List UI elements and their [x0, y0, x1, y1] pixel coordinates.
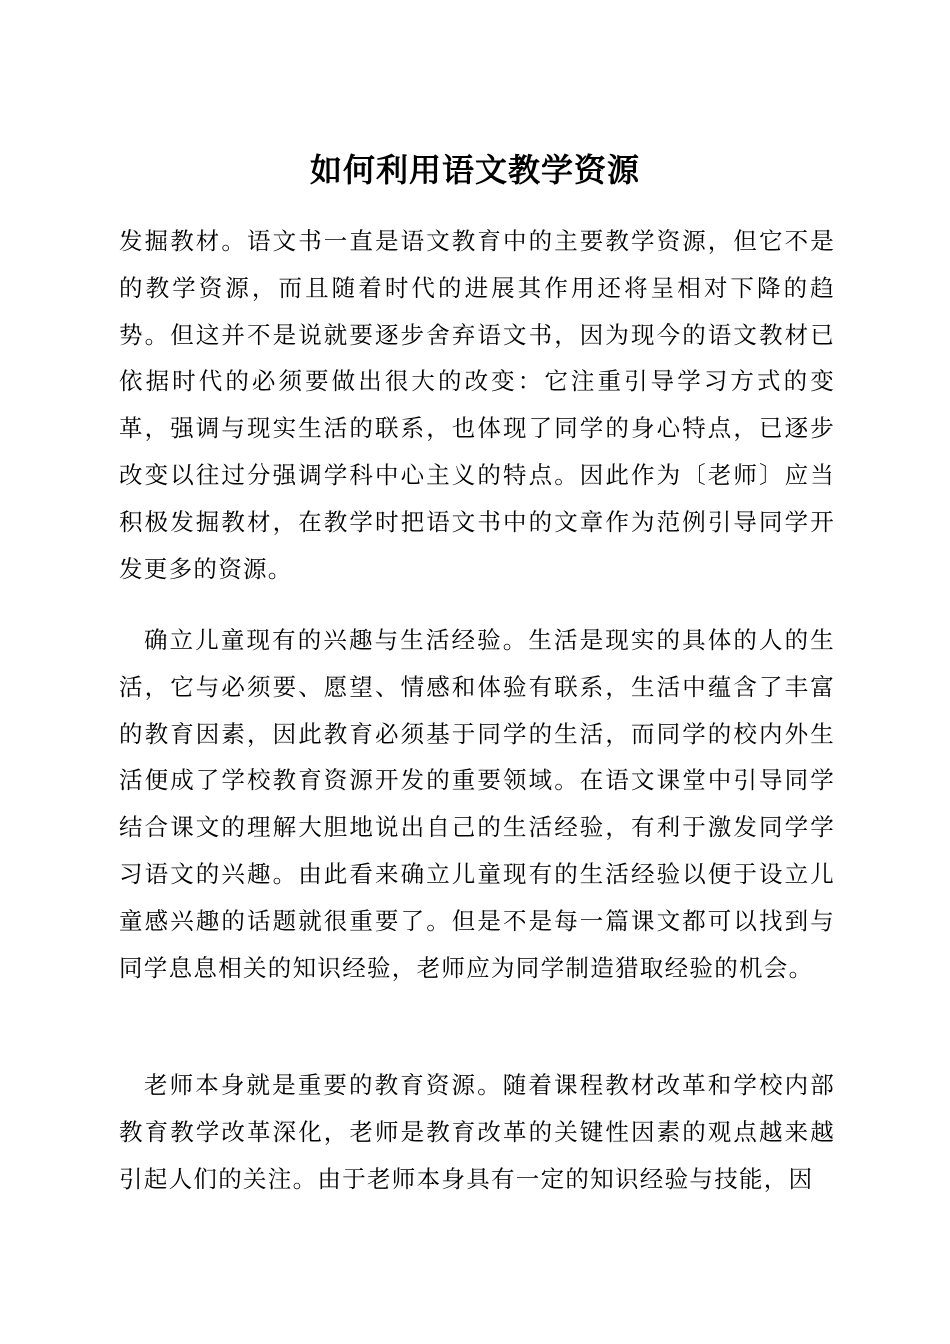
paragraph-textbook: 发掘教材。语文书一直是语文教育中的主要教学资源，但它不是的教学资源，而且随着时代的进展其作用还将呈相对下降的趋势。但这并不是说就要逐步舍弃语文书，因为现今的语文教材已依据时代的必须要做出很大的改变：它注重引导学习方式的变革，强调与现实生活的联系，也体现了同学的身心特点，已逐步改变以往过分强调学科中心主义的特点。因此作为〔老师〕应当积极发掘教材，在教学时把语文书中的文章作为范例引导同学开发更多的资源。 [119, 227, 835, 583]
document-title: 如何利用语文教学资源 [309, 151, 640, 189]
paragraph-teacher-resource: 老师本身就是重要的教育资源。随着课程教材改革和学校内部教育教学改革深化，老师是教育改革的关键性因素的观点越来越引起人们的关注。由于老师本身具有一定的知识经验与技能，因 [119, 1071, 835, 1193]
paragraph-child-experience: 确立儿童现有的兴趣与生活经验。生活是现实的具体的人的生活，它与必须要、愿望、情感和体验有联系，生活中蕴含了丰富的教育因素，因此教育必须基于同学的生活，而同学的校内外生活便成了学校教育资源开发的重要领域。在语文课堂中引导同学结合课文的理解大胆地说出自己的生活经验，有利于激发同学学习语文的兴趣。由此看来确立儿童现有的生活经验以便于设立儿童感兴趣的话题就很重要了。但是不是每一篇课文都可以找到与同学息息相关的知识经验，老师应为同学制造猎取经验的机会。 [119, 626, 835, 982]
